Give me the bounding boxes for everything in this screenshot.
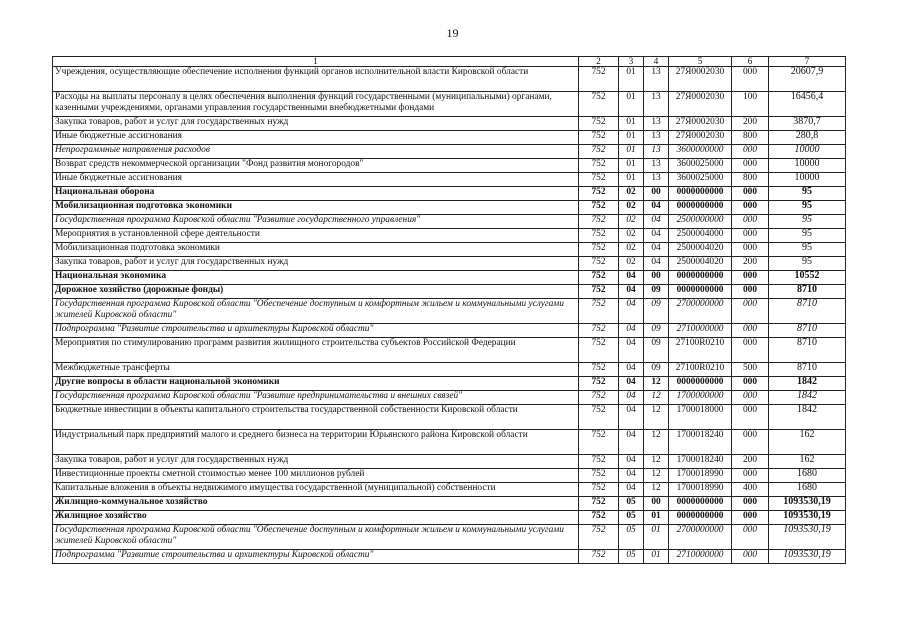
row-subsection-cell: 04 — [644, 243, 669, 257]
row-admin-code-cell: 752 — [579, 201, 619, 215]
row-admin-code-cell: 752 — [579, 324, 619, 338]
row-name-cell: Закупка товаров, работ и услуг для государственных нужд — [53, 117, 579, 131]
row-amount-cell: 1680 — [769, 469, 846, 483]
row-admin-code-cell: 752 — [579, 455, 619, 469]
row-expense-type-cell: 000 — [732, 497, 769, 511]
row-target-article-cell: 0000000000 — [669, 285, 732, 299]
row-target-article-cell: 27100R0210 — [669, 338, 732, 363]
row-subsection-cell: 04 — [644, 201, 669, 215]
row-subsection-cell: 01 — [644, 550, 669, 564]
row-section-cell: 01 — [619, 159, 644, 173]
row-name-cell: Жилищное хозяйство — [53, 511, 579, 525]
row-target-article-cell: 27100R0210 — [669, 363, 732, 377]
page-number: 19 — [446, 26, 459, 40]
row-admin-code-cell: 752 — [579, 430, 619, 455]
row-admin-code-cell: 752 — [579, 215, 619, 229]
row-section-cell: 05 — [619, 550, 644, 564]
row-section-cell: 01 — [619, 131, 644, 145]
row-amount-cell: 1093530,19 — [769, 511, 846, 525]
row-expense-type-cell: 000 — [732, 271, 769, 285]
row-admin-code-cell: 752 — [579, 229, 619, 243]
header-col-2: 2 — [579, 57, 619, 67]
row-expense-type-cell: 500 — [732, 363, 769, 377]
row-target-article-cell: 2700000000 — [669, 525, 732, 550]
row-admin-code-cell: 752 — [579, 377, 619, 391]
row-expense-type-cell: 000 — [732, 229, 769, 243]
row-target-article-cell: 27Я0002030 — [669, 92, 732, 117]
row-section-cell: 02 — [619, 187, 644, 201]
row-amount-cell: 95 — [769, 201, 846, 215]
row-name-cell: Мероприятия по стимулированию программ развития жилищного строительства субъектов Российской Федерации — [53, 338, 579, 363]
row-amount-cell: 95 — [769, 187, 846, 201]
row-expense-type-cell: 800 — [732, 173, 769, 187]
row-subsection-cell: 00 — [644, 187, 669, 201]
row-target-article-cell: 2710000000 — [669, 550, 732, 564]
row-amount-cell: 8710 — [769, 285, 846, 299]
table-row — [53, 173, 846, 187]
row-expense-type-cell: 000 — [732, 525, 769, 550]
table-body — [53, 67, 846, 564]
row-target-article-cell: 1700018990 — [669, 469, 732, 483]
row-name-cell: Дорожное хозяйство (дорожные фонды) — [53, 285, 579, 299]
row-target-article-cell: 27Я0002030 — [669, 67, 732, 92]
row-name-cell: Мобилизационная подготовка экономики — [53, 243, 579, 257]
row-admin-code-cell: 752 — [579, 299, 619, 324]
row-name-cell: Расходы на выплаты персоналу в целях обеспечения выполнения функций государственными (муниципальными) органами, казенными учреждениями, органами управления государственными внебюджетными фондами — [53, 92, 579, 117]
row-admin-code-cell: 752 — [579, 511, 619, 525]
row-subsection-cell: 00 — [644, 271, 669, 285]
row-name-cell: Закупка товаров, работ и услуг для государственных нужд — [53, 455, 579, 469]
table-row — [53, 159, 846, 173]
header-col-4: 4 — [644, 57, 669, 67]
row-section-cell: 04 — [619, 299, 644, 324]
row-subsection-cell: 00 — [644, 497, 669, 511]
row-target-article-cell: 1700018000 — [669, 405, 732, 430]
header-col-5: 5 — [669, 57, 732, 67]
row-subsection-cell: 09 — [644, 363, 669, 377]
row-target-article-cell: 2500004020 — [669, 257, 732, 271]
row-target-article-cell: 3600025000 — [669, 159, 732, 173]
table-row — [53, 469, 846, 483]
row-section-cell: 04 — [619, 285, 644, 299]
row-amount-cell: 1093530,19 — [769, 525, 846, 550]
row-expense-type-cell: 000 — [732, 215, 769, 229]
row-subsection-cell: 12 — [644, 430, 669, 455]
row-subsection-cell: 04 — [644, 215, 669, 229]
row-expense-type-cell: 000 — [732, 338, 769, 363]
table-row — [53, 430, 846, 455]
row-subsection-cell: 13 — [644, 145, 669, 159]
row-expense-type-cell: 200 — [732, 257, 769, 271]
row-admin-code-cell: 752 — [579, 497, 619, 511]
row-expense-type-cell: 100 — [732, 92, 769, 117]
row-section-cell: 01 — [619, 173, 644, 187]
row-admin-code-cell: 752 — [579, 469, 619, 483]
row-section-cell: 04 — [619, 405, 644, 430]
row-section-cell: 02 — [619, 257, 644, 271]
row-section-cell: 04 — [619, 377, 644, 391]
row-subsection-cell: 12 — [644, 405, 669, 430]
row-subsection-cell: 13 — [644, 117, 669, 131]
row-name-cell: Государственная программа Кировской области "Обеспечение доступным и комфортным жильем и коммунальными услугами жителей Кировской области" — [53, 299, 579, 324]
row-name-cell: Национальная экономика — [53, 271, 579, 285]
row-name-cell: Возврат средств некоммерческой организации "Фонд развития моногородов" — [53, 159, 579, 173]
row-admin-code-cell: 752 — [579, 550, 619, 564]
row-admin-code-cell: 752 — [579, 173, 619, 187]
row-name-cell: Иные бюджетные ассигнования — [53, 173, 579, 187]
row-subsection-cell: 09 — [644, 324, 669, 338]
row-admin-code-cell: 752 — [579, 257, 619, 271]
row-target-article-cell: 27Я0002030 — [669, 131, 732, 145]
row-target-article-cell: 0000000000 — [669, 511, 732, 525]
table-row — [53, 67, 846, 92]
row-admin-code-cell: 752 — [579, 285, 619, 299]
row-subsection-cell: 09 — [644, 338, 669, 363]
header-row — [53, 57, 846, 67]
row-amount-cell: 1680 — [769, 483, 846, 497]
row-target-article-cell: 2500004020 — [669, 243, 732, 257]
row-target-article-cell: 1700018240 — [669, 430, 732, 455]
row-amount-cell: 95 — [769, 257, 846, 271]
row-section-cell: 01 — [619, 92, 644, 117]
table-row — [53, 511, 846, 525]
row-expense-type-cell: 000 — [732, 201, 769, 215]
row-amount-cell: 3870,7 — [769, 117, 846, 131]
row-section-cell: 05 — [619, 497, 644, 511]
row-amount-cell: 1093530,19 — [769, 550, 846, 564]
row-admin-code-cell: 752 — [579, 243, 619, 257]
row-subsection-cell: 12 — [644, 483, 669, 497]
table-row — [53, 377, 846, 391]
header-col-6: 6 — [732, 57, 769, 67]
row-expense-type-cell: 000 — [732, 299, 769, 324]
row-expense-type-cell: 000 — [732, 430, 769, 455]
row-target-article-cell: 0000000000 — [669, 271, 732, 285]
row-admin-code-cell: 752 — [579, 117, 619, 131]
table-row — [53, 324, 846, 338]
table-row — [53, 483, 846, 497]
row-admin-code-cell: 752 — [579, 363, 619, 377]
row-name-cell: Национальная оборона — [53, 187, 579, 201]
row-section-cell: 04 — [619, 455, 644, 469]
row-section-cell: 04 — [619, 338, 644, 363]
row-subsection-cell: 13 — [644, 67, 669, 92]
row-amount-cell: 1093530,19 — [769, 497, 846, 511]
row-expense-type-cell: 000 — [732, 405, 769, 430]
table-row — [53, 338, 846, 363]
row-expense-type-cell: 200 — [732, 117, 769, 131]
row-section-cell: 04 — [619, 271, 644, 285]
row-amount-cell: 10552 — [769, 271, 846, 285]
row-subsection-cell: 13 — [644, 159, 669, 173]
header-col-7: 7 — [769, 57, 846, 67]
table-row — [53, 285, 846, 299]
row-subsection-cell: 12 — [644, 469, 669, 483]
row-expense-type-cell: 000 — [732, 243, 769, 257]
row-target-article-cell: 2700000000 — [669, 299, 732, 324]
row-expense-type-cell: 000 — [732, 377, 769, 391]
row-name-cell: Иные бюджетные ассигнования — [53, 131, 579, 145]
row-section-cell: 01 — [619, 145, 644, 159]
row-name-cell: Подпрограмма "Развитие строительства и архитектуры Кировской области" — [53, 324, 579, 338]
table-row — [53, 271, 846, 285]
row-subsection-cell: 09 — [644, 299, 669, 324]
row-name-cell: Мероприятия в установленной сфере деятельности — [53, 229, 579, 243]
row-name-cell: Государственная программа Кировской области "Развитие предпринимательства и внешних связей" — [53, 391, 579, 405]
row-expense-type-cell: 000 — [732, 187, 769, 201]
row-subsection-cell: 12 — [644, 391, 669, 405]
row-target-article-cell: 2500000000 — [669, 215, 732, 229]
row-subsection-cell: 04 — [644, 257, 669, 271]
row-target-article-cell: 0000000000 — [669, 497, 732, 511]
row-amount-cell: 162 — [769, 430, 846, 455]
row-name-cell: Другие вопросы в области национальной экономики — [53, 377, 579, 391]
row-amount-cell: 8710 — [769, 299, 846, 324]
row-amount-cell: 1842 — [769, 377, 846, 391]
row-name-cell: Межбюджетные трансферты — [53, 363, 579, 377]
row-subsection-cell: 09 — [644, 285, 669, 299]
table-row — [53, 405, 846, 430]
row-admin-code-cell: 752 — [579, 145, 619, 159]
row-target-article-cell: 2710000000 — [669, 324, 732, 338]
row-admin-code-cell: 752 — [579, 391, 619, 405]
row-expense-type-cell: 400 — [732, 483, 769, 497]
row-expense-type-cell: 000 — [732, 67, 769, 92]
table-row — [53, 131, 846, 145]
row-amount-cell: 20607,9 — [769, 67, 846, 92]
row-amount-cell: 1842 — [769, 391, 846, 405]
row-name-cell: Индустриальный парк предприятий малого и среднего бизнеса на территории Юрьянского района Кировской области — [53, 430, 579, 455]
row-expense-type-cell: 000 — [732, 145, 769, 159]
row-amount-cell: 8710 — [769, 338, 846, 363]
row-target-article-cell: 2500004000 — [669, 229, 732, 243]
table-row — [53, 363, 846, 377]
table-row — [53, 92, 846, 117]
row-admin-code-cell: 752 — [579, 187, 619, 201]
row-section-cell: 04 — [619, 391, 644, 405]
row-target-article-cell: 0000000000 — [669, 377, 732, 391]
row-section-cell: 04 — [619, 430, 644, 455]
row-target-article-cell: 0000000000 — [669, 187, 732, 201]
header-col-3: 3 — [619, 57, 644, 67]
row-amount-cell: 95 — [769, 215, 846, 229]
row-amount-cell: 10000 — [769, 145, 846, 159]
row-section-cell: 02 — [619, 215, 644, 229]
row-amount-cell: 162 — [769, 455, 846, 469]
table-header — [53, 57, 846, 67]
row-admin-code-cell: 752 — [579, 159, 619, 173]
row-section-cell: 04 — [619, 324, 644, 338]
row-name-cell: Государственная программа Кировской области "Обеспечение доступным и комфортным жильем и коммунальными услугами жителей Кировской области" — [53, 525, 579, 550]
row-subsection-cell: 12 — [644, 455, 669, 469]
row-target-article-cell: 1700018240 — [669, 455, 732, 469]
row-admin-code-cell: 752 — [579, 405, 619, 430]
row-amount-cell: 1842 — [769, 405, 846, 430]
table-row — [53, 299, 846, 324]
table-row — [53, 187, 846, 201]
row-admin-code-cell: 752 — [579, 338, 619, 363]
row-name-cell: Капитальные вложения в объекты недвижимого имущества государственной (муниципальной) собственности — [53, 483, 579, 497]
row-admin-code-cell: 752 — [579, 483, 619, 497]
row-subsection-cell: 13 — [644, 173, 669, 187]
row-section-cell: 01 — [619, 67, 644, 92]
row-admin-code-cell: 752 — [579, 271, 619, 285]
table-row — [53, 257, 846, 271]
row-amount-cell: 95 — [769, 229, 846, 243]
row-amount-cell: 10000 — [769, 173, 846, 187]
row-expense-type-cell: 000 — [732, 550, 769, 564]
row-amount-cell: 8710 — [769, 324, 846, 338]
row-name-cell: Закупка товаров, работ и услуг для государственных нужд — [53, 257, 579, 271]
row-name-cell: Мобилизационная подготовка экономики — [53, 201, 579, 215]
row-target-article-cell: 1700000000 — [669, 391, 732, 405]
row-expense-type-cell: 000 — [732, 285, 769, 299]
row-section-cell: 04 — [619, 483, 644, 497]
row-target-article-cell: 3600000000 — [669, 145, 732, 159]
row-subsection-cell: 01 — [644, 525, 669, 550]
row-name-cell: Подпрограмма "Развитие строительства и архитектуры Кировской области" — [53, 550, 579, 564]
row-target-article-cell: 1700018990 — [669, 483, 732, 497]
header-col-1: 1 — [53, 57, 579, 67]
table-row — [53, 455, 846, 469]
row-admin-code-cell: 752 — [579, 131, 619, 145]
row-target-article-cell: 0000000000 — [669, 201, 732, 215]
row-subsection-cell: 13 — [644, 131, 669, 145]
budget-table — [52, 56, 846, 564]
table-row — [53, 550, 846, 564]
row-subsection-cell: 01 — [644, 511, 669, 525]
row-amount-cell: 10000 — [769, 159, 846, 173]
row-name-cell: Учреждения, осуществляющие обеспечение исполнения функций органов исполнительной власти Кировской области — [53, 67, 579, 92]
table-row — [53, 201, 846, 215]
row-admin-code-cell: 752 — [579, 67, 619, 92]
row-section-cell: 04 — [619, 363, 644, 377]
row-name-cell: Государственная программа Кировской области "Развитие государственного управления" — [53, 215, 579, 229]
row-admin-code-cell: 752 — [579, 525, 619, 550]
table-row — [53, 117, 846, 131]
table-row — [53, 243, 846, 257]
row-target-article-cell: 3600025000 — [669, 173, 732, 187]
row-amount-cell: 8710 — [769, 363, 846, 377]
row-subsection-cell: 13 — [644, 92, 669, 117]
row-expense-type-cell: 200 — [732, 455, 769, 469]
row-expense-type-cell: 000 — [732, 511, 769, 525]
row-section-cell: 02 — [619, 201, 644, 215]
table-row — [53, 497, 846, 511]
row-section-cell: 04 — [619, 469, 644, 483]
row-expense-type-cell: 800 — [732, 131, 769, 145]
row-admin-code-cell: 752 — [579, 92, 619, 117]
row-expense-type-cell: 000 — [732, 391, 769, 405]
row-name-cell: Инвестиционные проекты сметной стоимостью менее 100 миллионов рублей — [53, 469, 579, 483]
row-name-cell: Жилищно-коммунальное хозяйство — [53, 497, 579, 511]
table-row — [53, 215, 846, 229]
row-expense-type-cell: 000 — [732, 469, 769, 483]
row-section-cell: 02 — [619, 229, 644, 243]
row-target-article-cell: 27Я0002030 — [669, 117, 732, 131]
row-name-cell: Бюджетные инвестиции в объекты капитального строительства государственной собственности Кировской области — [53, 405, 579, 430]
row-amount-cell: 280,8 — [769, 131, 846, 145]
row-subsection-cell: 04 — [644, 229, 669, 243]
row-section-cell: 05 — [619, 511, 644, 525]
row-name-cell: Непрограммные направления расходов — [53, 145, 579, 159]
row-expense-type-cell: 000 — [732, 324, 769, 338]
table-row — [53, 525, 846, 550]
table-row — [53, 145, 846, 159]
row-expense-type-cell: 000 — [732, 159, 769, 173]
row-amount-cell: 16456,4 — [769, 92, 846, 117]
row-section-cell: 02 — [619, 243, 644, 257]
row-section-cell: 05 — [619, 525, 644, 550]
table-row — [53, 391, 846, 405]
row-subsection-cell: 12 — [644, 377, 669, 391]
row-section-cell: 01 — [619, 117, 644, 131]
row-amount-cell: 95 — [769, 243, 846, 257]
table-row — [53, 229, 846, 243]
